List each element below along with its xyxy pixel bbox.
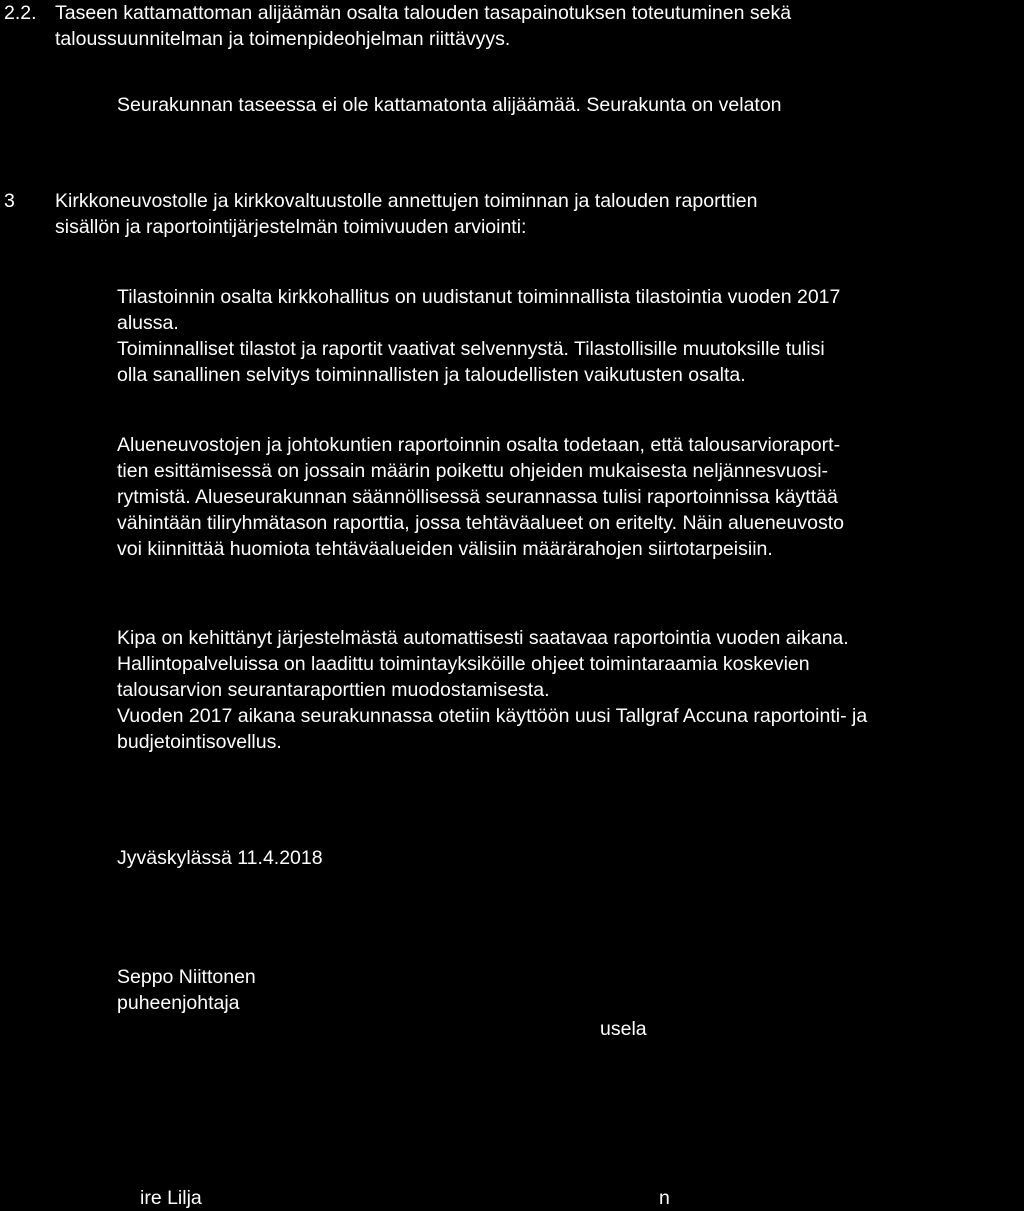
signature-block bbox=[117, 964, 256, 1016]
signature-fragment: usela bbox=[600, 1018, 647, 1040]
paragraph-line: Alueneuvostojen ja johtokuntien raportoinnin osalta todetaan, että talousarvioraport- bbox=[117, 434, 841, 456]
paragraph-line: budjetointisovellus. bbox=[117, 731, 282, 753]
paragraph-statistics bbox=[117, 284, 840, 388]
paragraph-kipa bbox=[117, 625, 867, 755]
paragraph-reporting bbox=[117, 432, 844, 562]
paragraph-line: rytmistä. Alueseurakunnan säännöllisessä seurannassa tulisi raportoinnissa käyttää bbox=[117, 486, 838, 508]
signature-fragment: ire Lilja bbox=[140, 1187, 202, 1209]
paragraph-line: Vuoden 2017 aikana seurakunnassa otetiin käyttöön uusi Tallgraf Accuna raportointi- ja bbox=[117, 705, 868, 727]
signer-name: Seppo Niittonen bbox=[117, 966, 256, 988]
signer-title: puheenjohtaja bbox=[117, 992, 240, 1014]
section-title-line: sisällön ja raportointijärjestelmän toimivuuden arviointi: bbox=[55, 216, 527, 238]
section-number-3: 3 bbox=[4, 190, 15, 212]
paragraph-line: Toiminnalliset tilastot ja raportit vaativat selvennystä. Tilastollisille muutoksille tulisi bbox=[117, 338, 825, 360]
section-title-line: taloussuunnitelman ja toimenpideohjelman riittävyys. bbox=[55, 28, 511, 50]
section-number-2-2: 2.2. bbox=[4, 2, 37, 24]
paragraph-line: alussa. bbox=[117, 312, 179, 334]
paragraph-line: voi kiinnittää huomiota tehtäväalueiden välisiin määrärahojen siirtotarpeisiin. bbox=[117, 538, 773, 560]
paragraph-line: Tilastoinnin osalta kirkkohallitus on uudistanut toiminnallista tilastointia vuoden 2017 bbox=[117, 286, 841, 308]
paragraph-line: tien esittämisessä on jossain määrin poikettu ohjeiden mukaisesta neljännesvuosi- bbox=[117, 460, 829, 482]
section-title-line: Kirkkoneuvostolle ja kirkkovaltuustolle annettujen toiminnan ja talouden raporttien bbox=[55, 190, 758, 212]
section-body-2-2: Seurakunnan taseessa ei ole kattamatonta alijäämää. Seurakunta on velaton bbox=[117, 94, 782, 116]
paragraph-line: Kipa on kehittänyt järjestelmästä automattisesti saatavaa raportointia vuoden aikana. bbox=[117, 627, 849, 649]
place-date: Jyväskylässä 11.4.2018 bbox=[117, 847, 323, 869]
signature-fragment: n bbox=[659, 1187, 670, 1209]
section-title-3 bbox=[55, 188, 757, 240]
section-title-2-2 bbox=[55, 0, 791, 52]
section-title-line: Taseen kattamattoman alijäämän osalta talouden tasapainotuksen toteutuminen sekä bbox=[55, 2, 792, 24]
paragraph-line: olla sanallinen selvitys toiminnallisten ja taloudellisten vaikutusten osalta. bbox=[117, 364, 746, 386]
paragraph-line: Hallintopalveluissa on laadittu toimintayksiköille ohjeet toimintaraamia koskevien bbox=[117, 653, 810, 675]
paragraph-line: vähintään tiliryhmätason raporttia, jossa tehtäväalueet on eritelty. Näin alueneuvosto bbox=[117, 512, 844, 534]
paragraph-line: talousarvion seurantaraporttien muodostamisesta. bbox=[117, 679, 550, 701]
